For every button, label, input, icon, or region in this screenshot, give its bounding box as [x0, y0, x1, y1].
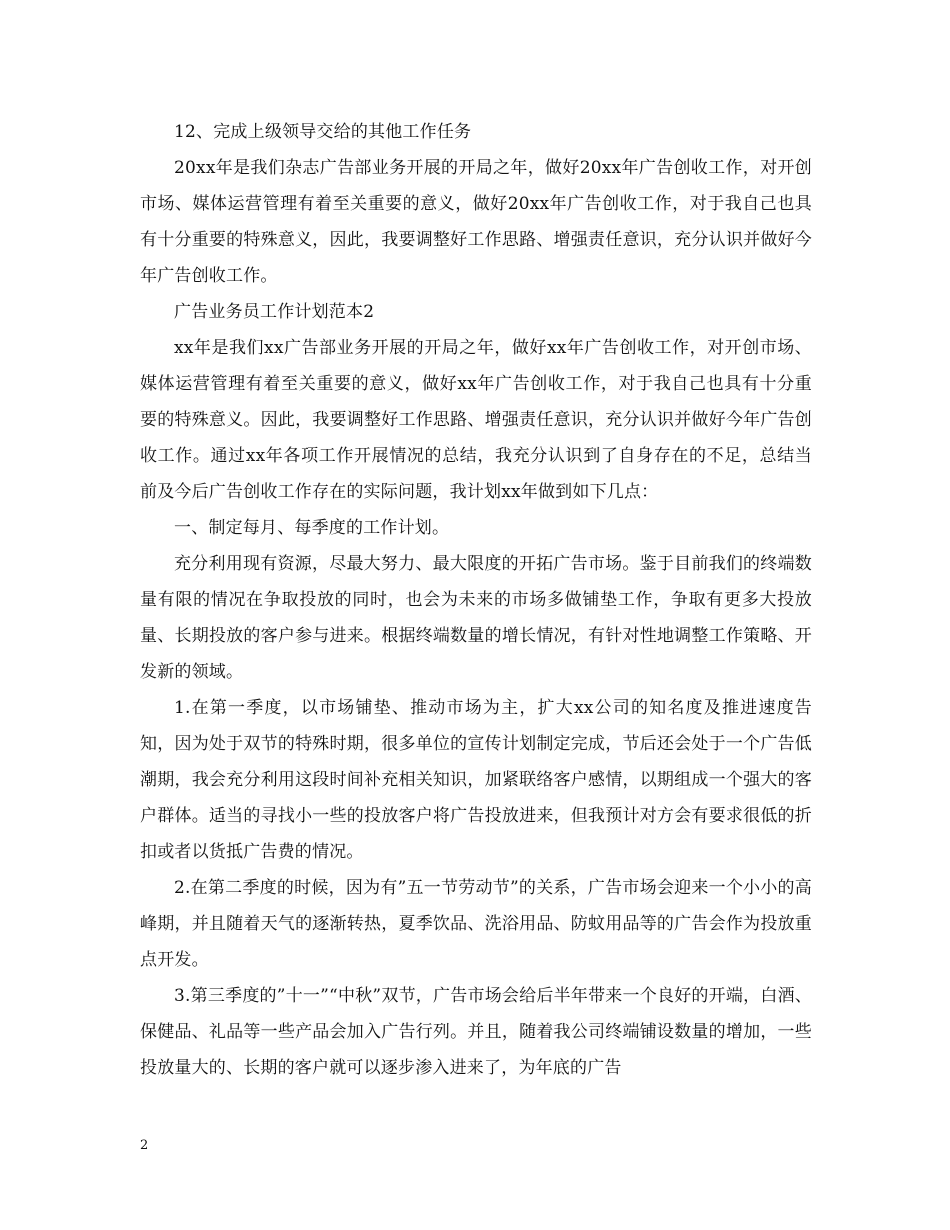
paragraph-first-quarter: 1.在第一季度，以市场铺垫、推动市场为主，扩大xx公司的知名度及推进速度告知，因为处于双节的特殊时期，很多单位的宣传计划制定完成，节后还会处于一个广告低潮期，我会充分利用这段时间补充相关知识，加紧联络客户感情，以期组成一个强大的客户群体。适当的寻找小一些的投放客户将广告投放进来，但我预计对方会有要求很低的折扣或者以货抵广告费的情况。: [140, 698, 812, 862]
paragraph-item-12: 12、完成上级领导交给的其他工作任务: [174, 122, 472, 142]
paragraph-use-resources: 充分利用现有资源，尽最大努力、最大限度的开拓广告市场。鉴于目前我们的终端数量有限的情况在争取投放的同时，也会为未来的市场多做铺垫工作，争取有更多大投放量、长期投放的客户参与进来。根据终端数量的增长情况，有针对性地调整工作策略、开发新的领域。: [140, 554, 812, 682]
document-body: [140, 114, 812, 1086]
paragraph-third-quarter: 3.第三季度的”十一”“中秋”双节，广告市场会给后半年带来一个良好的开端，白酒、保健品、礼品等一些产品会加入广告行列。并且，随着我公司终端铺设数量的增加，一些投放量大的、长期的客户就可以逐步渗入进来了，为年底的广告: [140, 986, 812, 1078]
heading-monthly-quarterly-plan: 一、制定每月、每季度的工作计划。: [174, 518, 450, 538]
paragraph-second-quarter: 2.在第二季度的时候，因为有”五一节劳动节”的关系，广告市场会迎来一个小小的高峰期，并且随着天气的逐渐转热，夏季饮品、洗浴用品、防蚊用品等的广告会作为投放重点开发。: [140, 878, 812, 970]
page-number: 2: [140, 1138, 149, 1153]
paragraph-xx-year-plan: xx年是我们xx广告部业务开展的开局之年，做好xx年广告创收工作，对开创市场、媒体运营管理有着至关重要的意义，做好xx年广告创收工作，对于我自己也具有十分重要的特殊意义。因此，我要调整好工作思路、增强责任意识，充分认识并做好今年广告创收工作。通过xx年各项工作开展情况的总结，我充分认识到了自身存在的不足，总结当前及今后广告创收工作存在的实际问题，我计划xx年做到如下几点：: [140, 338, 812, 502]
paragraph-intro-20xx: 20xx年是我们杂志广告部业务开展的开局之年，做好20xx年广告创收工作，对开创市场、媒体运营管理有着至关重要的意义，做好20xx年广告创收工作，对于我自己也具有十分重要的特殊意义，因此，我要调整好工作思路、增强责任意识，充分认识并做好今年广告创收工作。: [140, 158, 812, 286]
section-title-plan-2: 广告业务员工作计划范本2: [174, 302, 375, 322]
